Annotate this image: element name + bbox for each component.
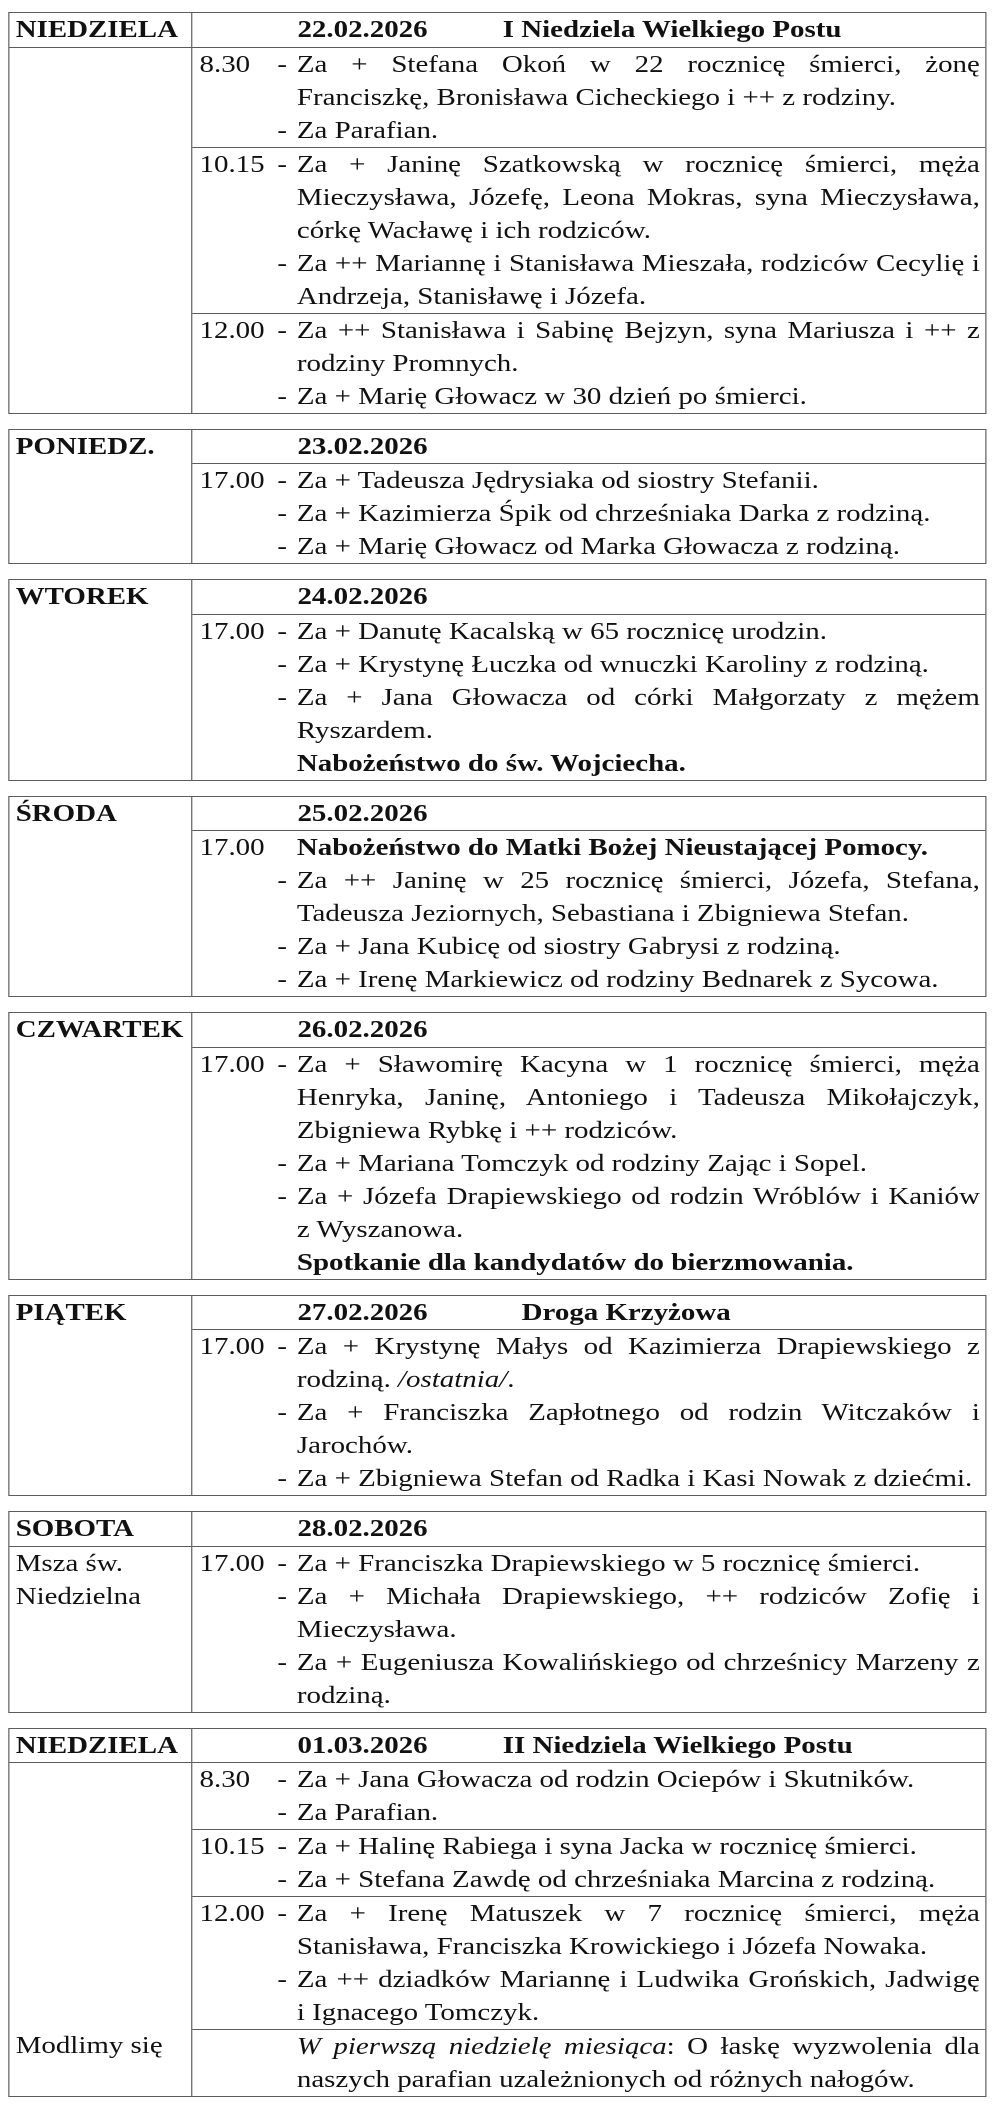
- intention-item: [277, 1048, 979, 1147]
- left-cell: [9, 1330, 192, 1495]
- text-segment: Za + Marię Głowacz od Marka Głowacza z rodziną.: [296, 533, 900, 560]
- mass-cell: [192, 1829, 985, 1896]
- intention-text: [297, 380, 980, 413]
- mass-group: [9, 313, 986, 413]
- day-name: ŚRODA: [15, 799, 117, 827]
- left-cell: [9, 1896, 192, 2029]
- dash: -: [277, 650, 288, 678]
- text-segment: Za + Irenę Matuszek w 7 rocznicę śmierci, męża Stanisława, Franciszka Krowickiego i Józefa Nowaka.: [296, 1900, 980, 1960]
- mass-cell: [192, 1330, 985, 1495]
- day-name: SOBOTA: [15, 1515, 135, 1542]
- intention-item: [277, 831, 979, 864]
- intention-text: [297, 930, 980, 963]
- intentions-list: [277, 1048, 985, 1279]
- left-cell: [9, 1547, 192, 1712]
- intention-item: [277, 1180, 979, 1246]
- text-segment: Za ++ dziadków Mariannę i Ludwika Grońskich, Jadwigę i Ignacego Tomczyk.: [296, 1966, 980, 2026]
- intentions-list: [277, 48, 985, 147]
- intention-text: [297, 1180, 980, 1246]
- day-name-cell: [9, 430, 192, 465]
- dash: [277, 831, 296, 864]
- intention-item: [277, 1963, 979, 2029]
- intention-text: [297, 681, 980, 747]
- dash: -: [277, 382, 288, 410]
- intention-text: [297, 1396, 980, 1462]
- text-segment: Za + Sławomirę Kacyna w 1 rocznicę śmierci, męża Henryka, Janinę, Antoniego i Tadeusza Mikołajczyk, Zbigniewa Rybkę i ++ rodziców.: [296, 1050, 980, 1144]
- day-name-cell: [9, 1013, 192, 1048]
- day-name-cell: [9, 580, 192, 615]
- intention-text: [297, 1147, 980, 1180]
- day-name: PONIEDZ.: [15, 432, 155, 460]
- intention-item: [277, 864, 979, 930]
- intention-text: [297, 1796, 980, 1829]
- date-cell: [192, 797, 985, 832]
- intention-item: [277, 247, 979, 313]
- day-block: [8, 429, 987, 565]
- text-segment: Za Parafian.: [296, 1799, 439, 1826]
- left-label: Modlimy się: [15, 2032, 163, 2059]
- intention-item: [277, 1580, 979, 1646]
- intention-item: [277, 1396, 979, 1462]
- intention-item: [277, 963, 979, 996]
- dash: -: [277, 1966, 288, 1993]
- left-cell: [9, 48, 192, 147]
- day-block: [8, 1295, 987, 1497]
- left-cell: [9, 464, 192, 563]
- day-header-row: [9, 1013, 986, 1048]
- intention-text: [297, 530, 980, 563]
- text-segment: Za + Stefana Zawdę od chrześniaka Marcina z rodziną.: [296, 1866, 936, 1893]
- text-segment: Za + Marię Głowacz w 30 dzień po śmierci.: [296, 382, 807, 410]
- mass-group: [9, 831, 986, 996]
- day-header-row: [9, 430, 986, 465]
- text-segment: Za Parafian.: [296, 116, 439, 144]
- mass-group: [9, 615, 986, 780]
- dash: -: [277, 533, 288, 560]
- day-title: Droga Krzyżowa: [521, 1298, 731, 1326]
- date-cell: [192, 580, 985, 615]
- left-cell: [9, 1763, 192, 1829]
- mass-cell: [192, 147, 985, 313]
- intention-text: [297, 497, 980, 530]
- text-segment: Za + Stefana Okoń w 22 rocznicę śmierci, żonę Franciszkę, Bronisława Cicheckiego i ++ z rodziny.: [296, 50, 980, 111]
- left-cell: [9, 2029, 192, 2096]
- date: 01.03.2026: [297, 1731, 428, 1759]
- day-header-row: [9, 580, 986, 615]
- day-block: [8, 1012, 987, 1280]
- text-segment: Za + Janinę Szatkowską w rocznicę śmierci, męża Mieczysława, Józefę, Leona Mokras, syna Mieczysława, córkę Wacławę i ich rodziców.: [296, 150, 980, 244]
- dash: -: [277, 617, 288, 645]
- intention-text: [297, 464, 980, 497]
- date: 26.02.2026: [297, 1016, 428, 1043]
- intentions-list: [277, 314, 985, 413]
- mass-group: [9, 464, 986, 563]
- dash: -: [277, 1866, 288, 1893]
- mass-cell: [192, 831, 985, 996]
- day-title: II Niedziela Wielkiego Postu: [502, 1731, 853, 1759]
- intention-item: [277, 681, 979, 747]
- day-header-row: [9, 1729, 986, 1764]
- day-block: [8, 1728, 987, 2098]
- mass-cell: [192, 1048, 985, 1279]
- intention-text: [297, 1897, 980, 1963]
- left-cell: [9, 147, 192, 313]
- dash: -: [277, 1333, 288, 1360]
- day-name-cell: [9, 797, 192, 832]
- intention-item: [277, 1796, 979, 1829]
- dash: [277, 1246, 296, 1279]
- mass-time: 17.00: [199, 1549, 265, 1577]
- intention-text: [297, 1330, 980, 1396]
- mass-cell: [192, 2029, 985, 2096]
- text-segment: Za + Krystynę Łuczka od wnuczki Karoliny z rodziną.: [296, 650, 929, 678]
- day-header-row: [9, 797, 986, 832]
- intentions-list: [277, 615, 985, 780]
- intention-item: [277, 2030, 979, 2096]
- dash: -: [277, 1766, 288, 1793]
- dash: -: [277, 1399, 288, 1426]
- text-segment: /ostatnia/: [398, 1366, 508, 1393]
- text-segment: Spotkanie dla kandydatów do bierzmowania.: [296, 1248, 854, 1276]
- intention-item: [277, 314, 979, 380]
- intention-item: [277, 464, 979, 497]
- intention-item: [277, 747, 979, 780]
- intention-text: [297, 314, 980, 380]
- day-name: PIĄTEK: [15, 1298, 127, 1326]
- intentions-list: [277, 1547, 985, 1712]
- intention-text: [297, 1580, 980, 1646]
- dash: [277, 747, 296, 780]
- intention-item: [277, 1547, 979, 1580]
- left-cell: [9, 1829, 192, 1896]
- date: 23.02.2026: [297, 432, 428, 460]
- text-segment: Za + Eugeniusza Kowalińskiego od chrześnicy Marzeny z rodziną.: [296, 1648, 980, 1709]
- intention-text: [297, 247, 980, 313]
- text-segment: Za + Jana Głowacza od córki Małgorzaty z mężem Ryszardem.: [296, 683, 980, 744]
- intention-text: [297, 831, 980, 864]
- mass-cell: [192, 1547, 985, 1712]
- day-block: [8, 12, 987, 414]
- left-cell: [9, 615, 192, 780]
- intention-item: [277, 497, 979, 530]
- intentions-list: [277, 831, 985, 996]
- date-cell: [192, 1013, 985, 1048]
- intention-item: [277, 114, 979, 147]
- mass-time: 12.00: [199, 1900, 265, 1927]
- text-segment: Nabożeństwo do Matki Bożej Nieustającej Pomocy.: [296, 834, 928, 861]
- dash: -: [277, 933, 288, 960]
- intention-text: [297, 747, 980, 780]
- intention-text: [297, 864, 980, 930]
- dash: -: [277, 1182, 288, 1210]
- date-cell: [192, 1729, 985, 1764]
- dash: -: [277, 316, 288, 344]
- intention-text: [297, 2030, 980, 2096]
- text-segment: Za + Franciszka Drapiewskiego w 5 rocznicę śmierci.: [296, 1549, 921, 1577]
- intentions-list: [277, 1330, 985, 1495]
- intention-text: [297, 1462, 980, 1495]
- text-segment: Za ++ Janinę w 25 rocznicę śmierci, Józefa, Stefana, Tadeusza Jeziornych, Sebastiana i Zbigniewa Stefan.: [296, 867, 980, 927]
- intention-text: [297, 1048, 980, 1147]
- text-segment: Za + Józefa Drapiewskiego od rodzin Wróblów i Kaniów z Wyszanowa.: [296, 1182, 980, 1243]
- dash: -: [277, 1900, 288, 1927]
- text-segment: : O łaskę wyzwolenia dla naszych parafian uzależnionych od różnych nałogów.: [296, 2033, 980, 2093]
- mass-cell: [192, 1896, 985, 2029]
- dash: -: [277, 683, 288, 711]
- intentions-list: [277, 464, 985, 563]
- mass-cell: [192, 48, 985, 147]
- dash: -: [277, 966, 288, 993]
- day-header-row: [9, 13, 986, 48]
- intention-item: [277, 530, 979, 563]
- mass-cell: [192, 615, 985, 780]
- intention-text: [297, 1646, 980, 1712]
- dash: -: [277, 1149, 288, 1177]
- dash: -: [277, 1833, 288, 1860]
- text-segment: Za + Kazimierza Śpik od chrześniaka Darka z rodziną.: [296, 500, 931, 527]
- intention-text: [297, 1246, 980, 1279]
- intention-item: [277, 380, 979, 413]
- intention-text: [297, 48, 980, 114]
- day-name: NIEDZIELA: [15, 1731, 178, 1759]
- intentions-list: [277, 148, 985, 313]
- day-name-cell: [9, 1296, 192, 1331]
- day-block: [8, 579, 987, 781]
- date: 27.02.2026: [297, 1298, 428, 1326]
- day-name: NIEDZIELA: [15, 16, 178, 43]
- text-segment: Za + Mariana Tomczyk od rodziny Zając i Sopel.: [296, 1149, 867, 1177]
- day-header-row: [9, 1296, 986, 1331]
- text-segment: Za + Franciszka Zapłotnego od rodzin Witczaków i Jarochów.: [296, 1399, 980, 1459]
- intention-item: [277, 1246, 979, 1279]
- intention-text: [297, 1863, 980, 1896]
- dash: -: [277, 116, 288, 144]
- intention-text: [297, 148, 980, 247]
- dash: -: [277, 249, 288, 277]
- text-segment: W pierwszą niedzielę miesiąca: [296, 2033, 667, 2060]
- intention-item: [277, 1763, 979, 1796]
- left-cell: [9, 831, 192, 996]
- mass-group: [9, 48, 986, 147]
- intentions-list: [277, 1830, 985, 1896]
- dash: [277, 2030, 296, 2096]
- intention-text: [297, 1830, 980, 1863]
- dash: -: [277, 500, 288, 527]
- date-cell: [192, 13, 985, 48]
- day-name-cell: [9, 1729, 192, 1764]
- intention-text: [297, 963, 980, 996]
- mass-time: 12.00: [199, 316, 265, 344]
- dash: -: [277, 50, 288, 78]
- intention-text: [297, 1547, 980, 1580]
- day-name-cell: [9, 1512, 192, 1547]
- dash: -: [277, 1549, 288, 1577]
- mass-time: 10.15: [199, 1833, 265, 1860]
- mass-group: [9, 1896, 986, 2029]
- intention-item: [277, 1147, 979, 1180]
- dash: -: [277, 1648, 288, 1676]
- text-segment: Za + Michała Drapiewskiego, ++ rodziców Zofię i Mieczysława.: [296, 1582, 980, 1643]
- intention-item: [277, 1830, 979, 1863]
- text-segment: Za ++ Mariannę i Stanisława Mieszała, rodziców Cecylię i Andrzeja, Stanisławę i Józefa.: [296, 249, 980, 310]
- mass-time: 17.00: [199, 1050, 265, 1078]
- mass-time: 17.00: [199, 834, 265, 861]
- intention-item: [277, 615, 979, 648]
- text-segment: Za + Krystynę Małys od Kazimierza Drapiewskiego z rodziną.: [296, 1333, 980, 1393]
- dash: -: [277, 467, 288, 494]
- dash: -: [277, 1582, 288, 1610]
- left-cell: [9, 1048, 192, 1279]
- intention-item: [277, 148, 979, 247]
- mass-time: [192, 2030, 277, 2096]
- text-segment: Za + Irenę Markiewicz od rodziny Bednarek z Sycowa.: [296, 966, 939, 993]
- mass-time: 10.15: [199, 150, 265, 178]
- dash: -: [277, 867, 288, 894]
- intention-item: [277, 1863, 979, 1896]
- intention-text: [297, 1763, 980, 1796]
- intention-item: [277, 1646, 979, 1712]
- dash: -: [277, 1050, 288, 1078]
- dash: -: [277, 150, 288, 178]
- intention-text: [297, 615, 980, 648]
- text-segment: .: [507, 1366, 515, 1393]
- intentions-list: [277, 2030, 985, 2096]
- intention-item: [277, 1330, 979, 1396]
- text-segment: Za + Jana Głowacza od rodzin Ociepów i Skutników.: [296, 1766, 915, 1793]
- day-name: WTOREK: [15, 583, 149, 610]
- mass-time: 8.30: [199, 50, 251, 78]
- text-segment: Nabożeństwo do św. Wojciecha.: [296, 749, 686, 777]
- intention-item: [277, 648, 979, 681]
- date: 24.02.2026: [297, 583, 428, 610]
- intention-text: [297, 1963, 980, 2029]
- date: 25.02.2026: [297, 799, 428, 827]
- day-block: [8, 796, 987, 998]
- mass-cell: [192, 464, 985, 563]
- intention-item: [277, 930, 979, 963]
- mass-time: 17.00: [199, 617, 265, 645]
- dash: -: [277, 1799, 288, 1826]
- mass-group: [9, 2029, 986, 2096]
- text-segment: Za + Zbigniewa Stefan od Radka i Kasi Nowak z dziećmi.: [296, 1465, 973, 1492]
- mass-group: [9, 1048, 986, 1279]
- date-cell: [192, 1296, 985, 1331]
- mass-time: 17.00: [199, 467, 265, 494]
- mass-group: [9, 147, 986, 313]
- dash: -: [277, 1465, 288, 1492]
- day-name: CZWARTEK: [15, 1016, 184, 1043]
- intention-text: [297, 114, 980, 147]
- mass-group: [9, 1330, 986, 1495]
- text-segment: Za + Danutę Kacalską w 65 rocznicę urodzin.: [296, 617, 827, 645]
- date: 28.02.2026: [297, 1515, 428, 1542]
- text-segment: Za + Tadeusza Jędrysiaka od siostry Stefanii.: [296, 467, 819, 494]
- text-segment: Za + Halinę Rabiega i syna Jacka w rocznicę śmierci.: [296, 1833, 917, 1860]
- date-cell: [192, 430, 985, 465]
- intentions-list: [277, 1763, 985, 1829]
- mass-group: [9, 1763, 986, 1829]
- intention-text: [297, 648, 980, 681]
- day-title: I Niedziela Wielkiego Postu: [502, 16, 842, 43]
- mass-group: [9, 1829, 986, 1896]
- text-segment: Za + Jana Kubicę od siostry Gabrysi z rodziną.: [296, 933, 841, 960]
- mass-group: [9, 1547, 986, 1712]
- left-note: Msza św. Niedzielna: [15, 1549, 141, 1610]
- intention-item: [277, 1462, 979, 1495]
- mass-cell: [192, 313, 985, 413]
- left-cell: [9, 313, 192, 413]
- mass-time: 8.30: [199, 1766, 251, 1793]
- mass-cell: [192, 1763, 985, 1829]
- day-block: [8, 1511, 987, 1713]
- day-name-cell: [9, 13, 192, 48]
- day-header-row: [9, 1512, 986, 1547]
- intentions-list: [277, 1897, 985, 2029]
- text-segment: Za ++ Stanisława i Sabinę Bejzyn, syna Mariusza i ++ z rodziny Promnych.: [296, 316, 980, 377]
- date: 22.02.2026: [297, 16, 428, 43]
- mass-time: 17.00: [199, 1333, 265, 1360]
- date-cell: [192, 1512, 985, 1547]
- intention-item: [277, 48, 979, 114]
- intention-item: [277, 1897, 979, 1963]
